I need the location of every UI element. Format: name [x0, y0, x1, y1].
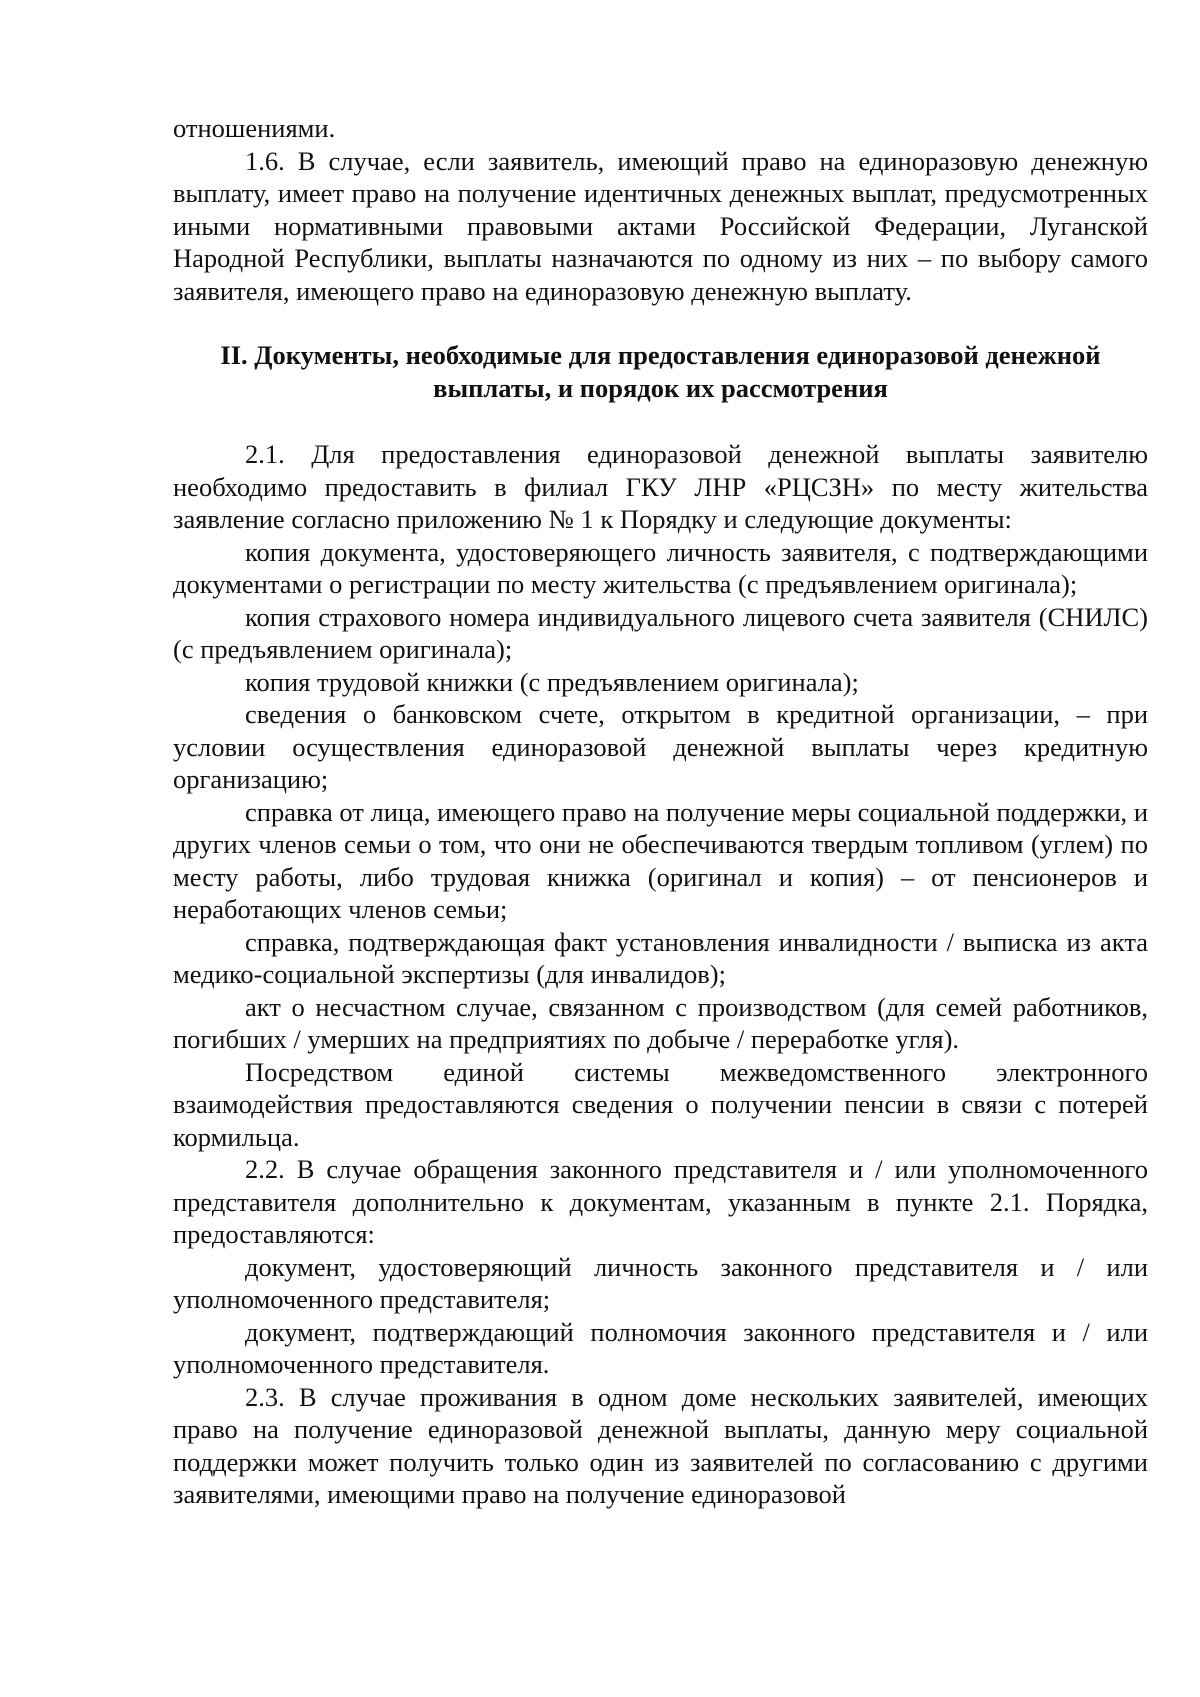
list-item-fuel-certificate: справка от лица, имеющего право на получение меры социальной поддержки, и других членов семьи о том, что они не обеспечиваются твердым топливом (углем) по месту работы, либо трудовая книжка (оригинал и копия) – от пенсионеров и неработающих членов семьи;	[173, 796, 1148, 924]
section-heading-line-1: II. Документы, необходимые для предоставления единоразовой денежной	[220, 340, 1101, 370]
paragraph-2-2: 2.2. В случае обращения законного представителя и / или уполномоченного представителя дополнительно к документам, указанным в пункте 2.1. Порядка, предоставляются:	[173, 1154, 1148, 1249]
list-item-passport-copy: копия документа, удостоверяющего личность заявителя, с подтверждающими документами о регистрации по месту жительства (с предъявлением оригинала);	[173, 536, 1148, 599]
list-item-accident-act: акт о несчастном случае, связанном с производством (для семей работников, погибших / умерших на предприятиях по добыче / переработке угля).	[173, 991, 1148, 1054]
paragraph-1-6: 1.6. В случае, если заявитель, имеющий право на единоразовую денежную выплату, имеет право на получение идентичных денежных выплат, предусмотренных иными нормативными правовыми актами Российской Федерации, Луганской Народной Республики, выплаты назначаются по одному из них – по выбору самого заявителя, имеющего право на единоразовую денежную выплату.	[173, 145, 1148, 306]
list-item-bank-account: сведения о банковском счете, открытом в кредитной организации, – при условии осуществления единоразовой денежной выплаты через кредитную организацию;	[173, 699, 1148, 794]
paragraph-2-1: 2.1. Для предоставления единоразовой денежной выплаты заявителю необходимо предоставить в филиал ГКУ ЛНР «РЦСЗН» по месту жительства заявление согласно приложению № 1 к Порядку и следующие документы:	[173, 439, 1148, 534]
document-page	[173, 112, 1148, 1511]
paragraph-interagency: Посредством единой системы межведомственного электронного взаимодействия предоставляются сведения о получении пенсии в связи с потерей кормильца.	[173, 1056, 1148, 1152]
list-item-representative-id: документ, удостоверяющий личность законного представителя и / или уполномоченного представителя;	[173, 1251, 1148, 1314]
list-item-workbook-copy: копия трудовой книжки (с предъявлением оригинала);	[245, 666, 859, 697]
paragraph-2-3: 2.3. В случае проживания в одном доме нескольких заявителей, имеющих право на получение единоразовой денежной выплаты, данную меру социальной поддержки может получить только один из заявителей по согласованию с другими заявителями, имеющими право на получение единоразовой	[173, 1381, 1148, 1509]
list-item-disability-certificate: справка, подтверждающая факт установления инвалидности / выписка из акта медико-социальной экспертизы (для инвалидов);	[173, 926, 1148, 989]
section-heading-line-2: выплаты, и порядок их рассмотрения	[433, 372, 888, 403]
list-item-snils-copy: копия страхового номера индивидуального лицевого счета заявителя (СНИЛС) (с предъявлением оригинала);	[173, 601, 1148, 664]
paragraph-continuation: отношениями.	[173, 113, 336, 143]
section-heading	[173, 339, 1148, 404]
list-item-representative-authority: документ, подтверждающий полномочия законного представителя и / или уполномоченного представителя.	[173, 1316, 1148, 1379]
